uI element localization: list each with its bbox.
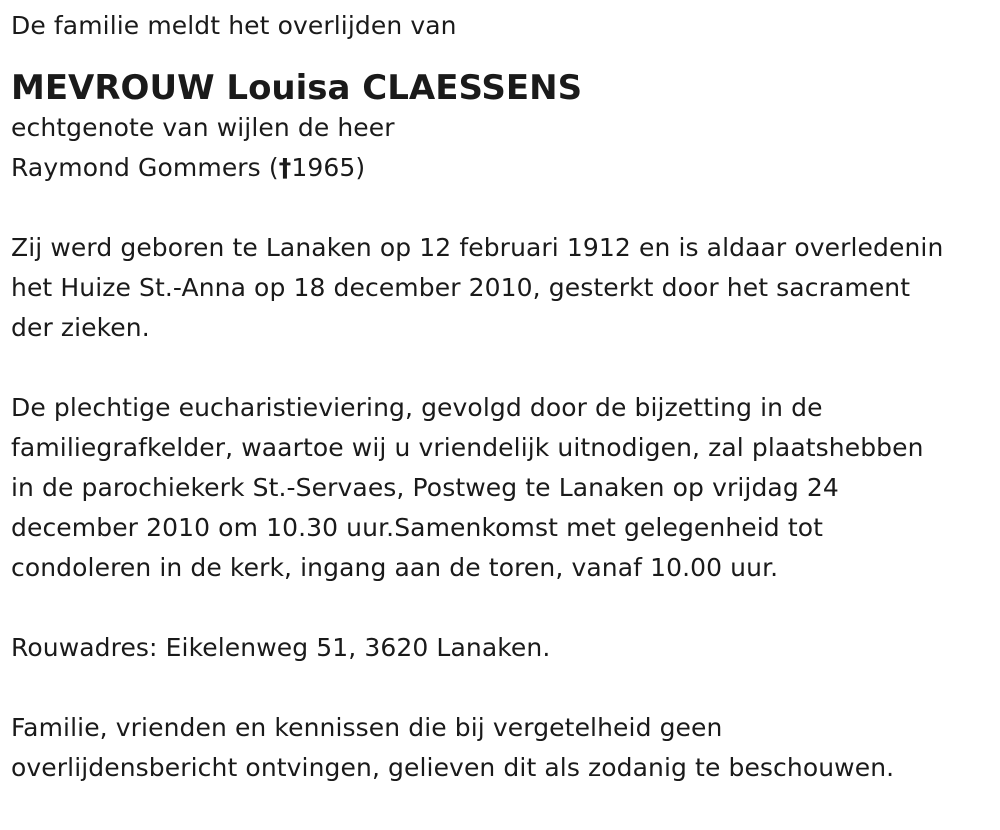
paragraph-line: het Huize St.-Anna op 18 december 2010, gesterkt door het sacrament [11,273,911,302]
spacer [11,668,986,708]
paragraph-line: Zij werd geboren te Lanaken op 12 februari 1912 en is aldaar overledenin [11,233,944,262]
spouse-death-year: 1965) [291,153,366,182]
paragraph-line: condoleren in de kerk, ingang aan de toren, vanaf 10.00 uur. [11,553,779,582]
paragraph-line: Familie, vrienden en kennissen die bij vergetelheid geen [11,713,723,742]
spacer [11,588,986,628]
spacer [11,188,986,228]
spouse-line-2 [11,148,986,188]
notice-paragraph [11,708,986,788]
birth-death-paragraph [11,228,986,348]
spouse-line-1: echtgenote van wijlen de heer [11,113,395,142]
death-notice [11,6,986,788]
paragraph-line: overlijdensbericht ontvingen, gelieven dit als zodanig te beschouwen. [11,753,895,782]
ceremony-paragraph [11,388,986,588]
paragraph-line: De plechtige eucharistieviering, gevolgd door de bijzetting in de [11,393,823,422]
spacer [11,348,986,388]
paragraph-line: december 2010 om 10.30 uur.Samenkomst met gelegenheid tot [11,513,824,542]
paragraph-line: der zieken. [11,313,150,342]
intro-text: De familie meldt het overlijden van [11,11,457,40]
spacer [11,46,986,68]
paragraph-line: in de parochiekerk St.-Servaes, Postweg te Lanaken op vrijdag 24 [11,473,839,502]
cross-icon: † [278,153,292,182]
spouse-name: Raymond Gommers ( [11,153,279,182]
paragraph-line: familiegrafkelder, waartoe wij u vriendelijk uitnodigen, zal plaatshebben [11,433,924,462]
deceased-name: MEVROUW Louisa CLAESSENS [11,68,583,108]
mourning-address: Rouwadres: Eikelenweg 51, 3620 Lanaken. [11,633,551,662]
